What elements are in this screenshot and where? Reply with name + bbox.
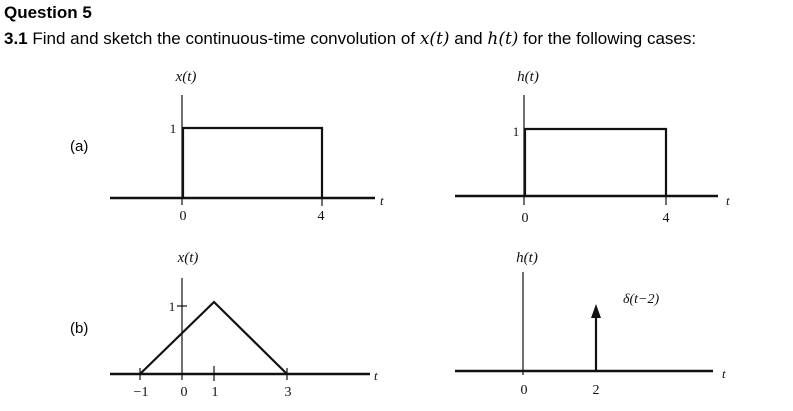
plot-b-h-axis-var: t — [722, 366, 726, 381]
plot-a-x-rect-pulse — [183, 128, 322, 198]
problem-text-after: for the following cases: — [523, 29, 697, 48]
case-a-label: (a) — [70, 138, 89, 155]
plot-a-h-amp-label: 1 — [512, 124, 520, 139]
plot-b-h-impulse-arrowhead — [591, 304, 601, 318]
problem-and-text: and — [454, 29, 483, 48]
problem-x-symbol: x(t) — [419, 29, 450, 49]
plot-a-x-title: x(t) — [175, 69, 197, 85]
plot-b-x — [110, 250, 378, 400]
plot-b-x-tick-label-0: 0 — [180, 385, 188, 400]
plot-a-x — [110, 69, 384, 224]
plot-b-h-title: h(t) — [516, 250, 538, 266]
plot-a-x-axis-var: t — [380, 193, 384, 208]
plot-a-h — [455, 69, 730, 226]
plot-b-x-axis-var: t — [374, 368, 378, 383]
plot-b-x-tick-label-3: 3 — [284, 385, 292, 400]
plot-b-h — [455, 250, 726, 398]
plot-a-x-tick-label-4: 4 — [317, 209, 325, 224]
plot-b-x-amp-label: 1 — [168, 299, 176, 314]
problem-number: 3.1 — [4, 29, 28, 48]
plot-a-h-title: h(t) — [517, 69, 539, 85]
plot-b-x-title: x(t) — [177, 250, 199, 266]
plot-b-h-tick-label-0: 0 — [520, 383, 528, 398]
plot-a-x-tick-label-0: 0 — [179, 209, 187, 224]
problem-text-before: Find and sketch the continuous-time convolution of — [32, 29, 416, 48]
question-heading: Question 5 — [4, 3, 92, 22]
plot-b-x-tick-label-1: 1 — [211, 385, 219, 400]
plot-a-h-tick-label-0: 0 — [521, 211, 529, 226]
plot-a-h-rect-pulse — [525, 129, 666, 196]
case-b-label: (b) — [70, 320, 89, 337]
plot-b-x-tick-label-neg1: −1 — [133, 385, 149, 400]
problem-h-symbol: h(t) — [487, 29, 519, 49]
plot-a-x-amp-label: 1 — [169, 121, 177, 136]
plot-b-h-tick-label-2: 2 — [592, 383, 600, 398]
plot-a-h-axis-var: t — [726, 193, 730, 208]
plot-a-h-tick-label-4: 4 — [662, 211, 670, 226]
plot-b-h-impulse-label: δ(t−2) — [623, 292, 660, 307]
plot-b-x-triangle — [140, 302, 287, 374]
